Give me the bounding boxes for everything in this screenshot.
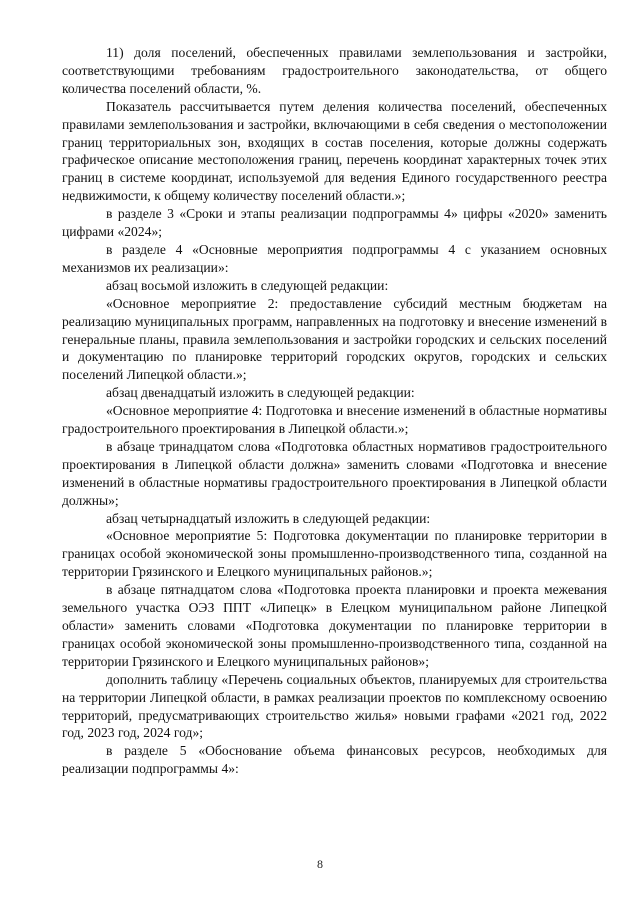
document-body — [62, 44, 607, 778]
paragraph-abzac-15-replacement: в абзаце пятнадцатом слова «Подготовка проекта планировки и проекта межевания земельного участка ОЭЗ ППТ «Липецк» в Елецком муниципальном районе Липецкой области» заменить словами «Подготовка документации по планировке территории в границах особой экономической зоны промышленно-производственного типа, созданной на территории Грязинского и Елецкого муниципальных районов»; — [62, 582, 607, 669]
paragraph-abzac-13-replacement: в абзаце тринадцатом слова «Подготовка областных нормативов градостроительного проектирования в Липецкой области должна» заменить словами «Подготовка и внесение изменений в областные нормативы градостроительного проектирования в Липецкой области должны»; — [62, 438, 607, 508]
paragraph-section-4-intro: в разделе 4 «Основные мероприятия подпрограммы 4 с указанием основных механизмов их реализации»: — [62, 241, 607, 275]
paragraph-indicator-calculation: Показатель рассчитывается путем деления количества поселений, обеспеченных правилами землепользования и застройки, включающими в себя сведения о местоположении границ территориальных зон, входящих в состав поселения, которые должны содержать графическое описание местоположения границ, перечень координат характерных точек этих границ в системе координат, используемой для ведения Единого государственного реестра недвижимости, к общему количеству поселений области.»; — [62, 98, 607, 204]
paragraph-main-event-2: «Основное мероприятие 2: предоставление субсидий местным бюджетам на реализацию муниципальных программ, направленных на подготовку и внесение изменений в генеральные планы, правила землепользования и застройки городских и сельских поселений и документацию по планировке территорий городских округов, городских и сельских поселений Липецкой области.»; — [62, 295, 607, 383]
paragraph-abzac-12-instruction: абзац двенадцатый изложить в следующей редакции: — [106, 385, 415, 401]
paragraph-section-5-intro: в разделе 5 «Обоснование объема финансовых ресурсов, необходимых для реализации подпрограммы 4»: — [62, 743, 607, 777]
paragraph-main-event-5: «Основное мероприятие 5: Подготовка документации по планировке территории в границах особой экономической зоны промышленно-производственного типа, созданной на территории Грязинского и Елецкого муниципальных районов.»; — [62, 528, 607, 580]
page-number: 8 — [317, 857, 323, 871]
paragraph-indicator-11: 11) доля поселений, обеспеченных правилами землепользования и застройки, соответствующими требованиям градостроительного законодательства, от общего количества поселений области, %. — [62, 45, 607, 96]
paragraph-abzac-8-instruction: абзац восьмой изложить в следующей редакции: — [106, 277, 389, 293]
paragraph-abzac-14-instruction: абзац четырнадцатый изложить в следующей редакции: — [106, 510, 431, 526]
paragraph-main-event-4: «Основное мероприятие 4: Подготовка и внесение изменений в областные нормативы градостроительного проектирования в Липецкой области.»; — [62, 403, 607, 437]
paragraph-table-addition: дополнить таблицу «Перечень социальных объектов, планируемых для строительства на территории Липецкой области, в рамках реализации проектов по комплексному освоению территорий, предусматривающих строительство жилья» новыми графами «2021 год, 2022 год, 2023 год, 2024 год»; — [62, 671, 607, 741]
paragraph-section-3-dates: в разделе 3 «Сроки и этапы реализации подпрограммы 4» цифры «2020» заменить цифрами «2024»; — [62, 206, 607, 240]
